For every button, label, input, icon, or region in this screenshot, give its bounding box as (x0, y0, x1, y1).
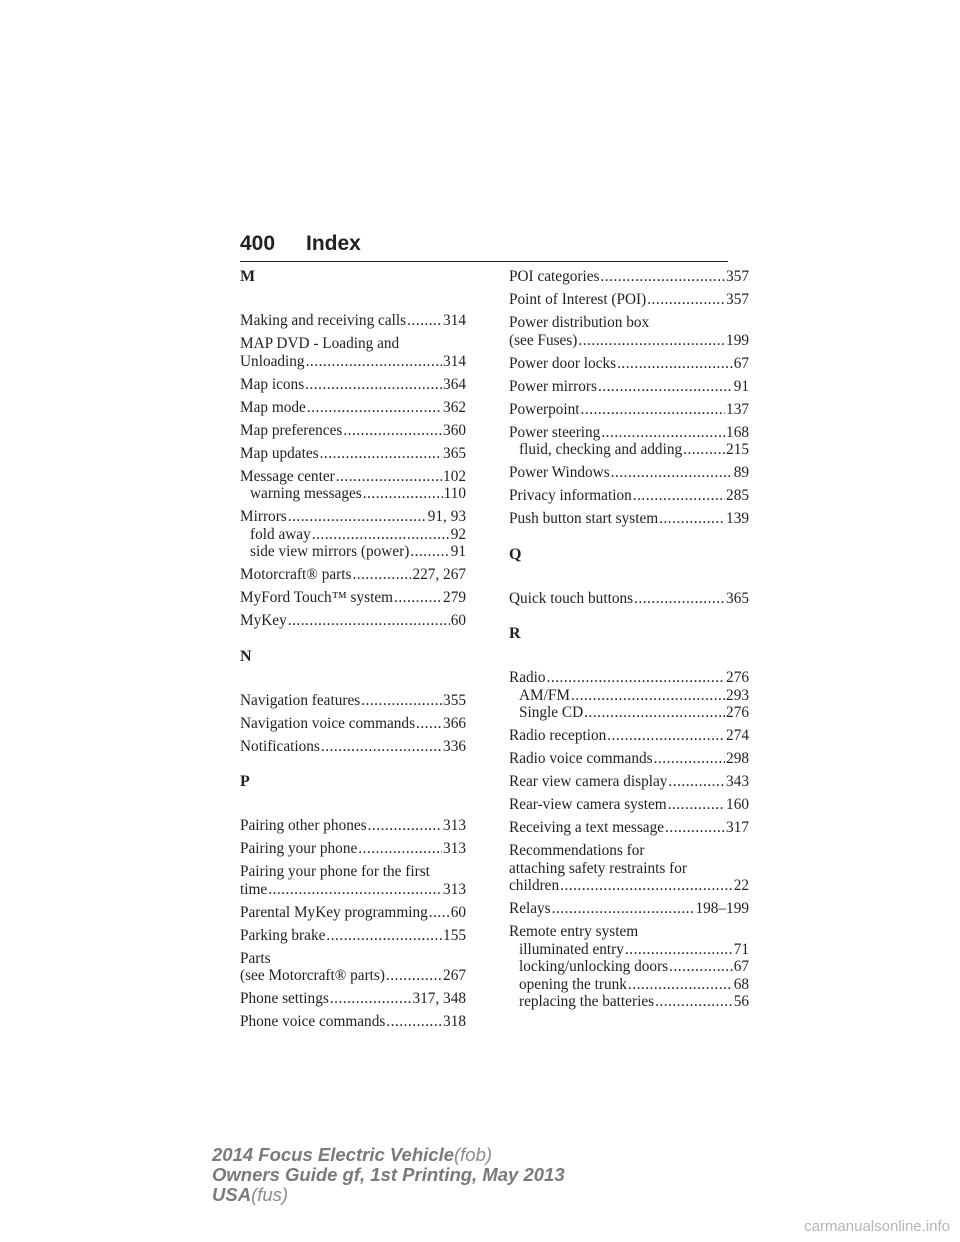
entry-page-number: 267 (443, 967, 466, 984)
index-entry-line (509, 923, 749, 941)
index-entry-line (240, 692, 466, 710)
entry-page-number: 199 (726, 331, 749, 349)
entry-text: Map icons (240, 375, 305, 393)
index-entry-line (509, 860, 749, 878)
index-entry-line (509, 424, 749, 442)
index-entry-line (240, 904, 466, 922)
index-entry-line (509, 464, 749, 482)
index-entry-line (509, 842, 749, 860)
index-subentry-line (509, 976, 749, 994)
index-entry-line (240, 738, 466, 756)
index-entry (240, 589, 466, 607)
index-entry (240, 715, 466, 733)
entry-page-number: 91 (733, 377, 749, 395)
entry-page-number: 343 (726, 773, 749, 790)
dot-leader (386, 1013, 442, 1031)
index-entry (509, 773, 749, 791)
index-entry-line (240, 468, 466, 486)
index-entry-line (240, 422, 466, 440)
dot-leader (584, 704, 725, 722)
index-entry-line (509, 314, 749, 332)
dot-leader (571, 687, 725, 705)
dot-leader (358, 840, 442, 858)
index-entry-line (509, 401, 749, 419)
entry-text: warning messages (250, 485, 362, 502)
index-entry-line (240, 445, 466, 463)
entry-text: Power steering (509, 423, 601, 441)
dot-leader (343, 422, 442, 440)
footer-vehicle-code: (fob) (454, 1144, 493, 1165)
index-subentry-line (509, 704, 749, 722)
dot-leader (668, 796, 725, 814)
dot-leader (668, 773, 725, 791)
entry-page-number: 60 (450, 903, 466, 921)
index-subentry-line (509, 441, 749, 459)
index-entry (240, 508, 466, 561)
entry-text: Receiving a text message (509, 819, 665, 836)
entry-page-number: 285 (726, 487, 749, 504)
index-entry-line (240, 399, 466, 417)
entry-text: illuminated entry (519, 940, 624, 958)
dot-leader (560, 877, 733, 895)
entry-text: fold away (250, 525, 311, 543)
dot-leader (547, 669, 726, 687)
index-entry-line (240, 863, 466, 881)
index-entry (240, 312, 466, 330)
dot-leader (607, 727, 725, 745)
entry-text: Power distribution box (509, 314, 650, 331)
dot-leader (552, 900, 695, 918)
index-entry-line (240, 950, 466, 968)
entry-text: Powerpoint (509, 400, 580, 418)
entry-text: Map updates (240, 444, 319, 462)
dot-leader (336, 468, 442, 486)
entry-text: Relays (509, 900, 551, 917)
entry-text: Radio reception (509, 727, 607, 744)
index-letter-heading: R (509, 625, 521, 642)
header-divider (240, 261, 728, 262)
entry-text: Power mirrors (509, 377, 597, 395)
index-entry (240, 399, 466, 417)
index-entry (509, 401, 749, 419)
footer-guide: Owners Guide gf, 1st Printing, May 2013 (212, 1164, 565, 1185)
entry-text: Power Windows (509, 464, 610, 481)
index-column-right (509, 268, 749, 1016)
entry-text: fluid, checking and adding (519, 441, 683, 458)
entry-page-number: 364 (443, 375, 466, 393)
entry-page-number: 276 (726, 704, 749, 721)
entry-text: attaching safety restraints for (509, 859, 687, 877)
index-entry (509, 750, 749, 768)
entry-text: POI categories (509, 268, 600, 285)
entry-page-number: 279 (443, 589, 466, 606)
index-subentry-line (509, 993, 749, 1011)
footer-market-code: (fus) (251, 1184, 289, 1205)
index-entry-line (240, 715, 466, 733)
dot-leader (601, 424, 725, 442)
index-entry (509, 796, 749, 814)
index-entry (509, 487, 749, 505)
index-letter-heading: P (240, 773, 250, 790)
dot-leader (634, 590, 725, 608)
dot-leader (407, 312, 442, 330)
entry-text: children (509, 877, 560, 894)
entry-page-number: 67 (733, 958, 749, 975)
entry-page-number: 110 (443, 485, 466, 502)
index-entry (509, 819, 749, 837)
dot-leader (386, 967, 442, 985)
index-entry (509, 464, 749, 482)
entry-page-number: 366 (443, 714, 466, 732)
entry-page-number: 365 (726, 589, 749, 607)
index-subentry-line (509, 687, 749, 705)
entry-text: Push button start system (509, 510, 659, 527)
entry-text: Single CD (519, 704, 584, 721)
index-letter-heading: Q (509, 545, 522, 563)
entry-text: Phone voice commands (240, 1013, 386, 1030)
index-entry-line (509, 819, 749, 837)
entry-text: Map preferences (240, 421, 343, 439)
index-entry (509, 727, 749, 745)
dot-leader (669, 958, 733, 976)
index-entry (240, 566, 466, 584)
index-entry-line (509, 510, 749, 528)
entry-page-number: 91, 93 (427, 508, 466, 525)
dot-leader (628, 976, 733, 994)
index-entry-line (509, 877, 749, 895)
entry-page-number: 355 (443, 691, 466, 709)
entry-page-number: 22 (733, 877, 749, 894)
entry-page-number: 365 (443, 444, 466, 462)
index-entry (509, 314, 749, 349)
entry-page-number: 160 (726, 796, 749, 813)
index-entry (240, 1013, 466, 1031)
entry-text: Pairing other phones (240, 817, 367, 834)
index-subentry-line (509, 958, 749, 976)
entry-text: locking/unlocking doors (519, 958, 669, 975)
index-entry (240, 468, 466, 503)
entry-page-number: 215 (726, 441, 749, 458)
index-entry-line (509, 750, 749, 768)
page-title: Index (306, 232, 361, 255)
entry-page-number: 155 (443, 926, 466, 944)
index-entry (240, 335, 466, 370)
dot-leader (312, 526, 450, 544)
index-entry (509, 268, 749, 286)
entry-text: Quick touch buttons (509, 589, 634, 607)
dot-leader (394, 589, 442, 607)
dot-leader (625, 941, 733, 959)
dot-leader (617, 355, 733, 373)
index-entry (240, 817, 466, 835)
entry-text: Making and receiving calls (240, 312, 407, 329)
entry-text: time (240, 880, 268, 898)
index-entry (240, 950, 466, 985)
dot-leader (305, 376, 442, 394)
index-entry (509, 355, 749, 373)
index-entry-line (509, 669, 749, 687)
entry-page-number: 313 (443, 817, 466, 834)
index-entry (240, 376, 466, 394)
index-entry-line (509, 590, 749, 608)
dot-leader (581, 401, 726, 419)
dot-leader (416, 715, 442, 733)
index-entry-line (240, 589, 466, 607)
dot-leader (665, 819, 725, 837)
entry-page-number: 227, 267 (412, 566, 466, 583)
entry-page-number: 318 (443, 1013, 466, 1030)
entry-text: side view mirrors (power) (250, 543, 410, 560)
index-entry-line (509, 291, 749, 309)
index-entry (509, 291, 749, 309)
entry-page-number: 314 (443, 312, 466, 329)
index-subentry-line (509, 941, 749, 959)
entry-page-number: 357 (726, 291, 749, 308)
index-entry-line (240, 1013, 466, 1031)
index-entry-line (509, 727, 749, 745)
index-entry-line (509, 900, 749, 918)
entry-page-number: 313 (443, 880, 466, 898)
entry-text: Rear view camera display (509, 773, 668, 790)
entry-page-number: 168 (726, 423, 749, 441)
index-entry (509, 842, 749, 895)
index-entry-line (240, 508, 466, 526)
dot-leader (288, 508, 427, 526)
entry-text: AM/FM (519, 686, 571, 704)
dot-leader (368, 817, 442, 835)
dot-leader (410, 543, 449, 561)
index-entry (240, 422, 466, 440)
index-entry (240, 612, 466, 630)
dot-leader (320, 445, 442, 463)
entry-page-number: 92 (450, 525, 466, 543)
entry-page-number: 314 (443, 352, 466, 370)
entry-page-number: 91 (450, 543, 466, 560)
index-entry (509, 590, 749, 608)
entry-text: Recommendations for (509, 842, 645, 859)
index-entry-line (509, 378, 749, 396)
entry-text: Radio voice commands (509, 750, 653, 767)
index-entry-line (240, 353, 466, 371)
dot-leader (611, 464, 733, 482)
entry-page-number: 313 (443, 840, 466, 857)
footer-line-3 (212, 1185, 565, 1205)
index-entry-line (240, 566, 466, 584)
dot-leader (363, 485, 443, 503)
index-entry-line (240, 927, 466, 945)
entry-page-number: 317, 348 (412, 990, 466, 1007)
dot-leader (654, 750, 725, 768)
dot-leader (268, 881, 442, 899)
entry-text: (see Fuses) (509, 331, 578, 349)
index-entry (509, 378, 749, 396)
entry-text: Map mode (240, 398, 306, 416)
index-entry (240, 904, 466, 922)
index-entry (240, 738, 466, 756)
dot-leader (321, 738, 442, 756)
dot-leader (647, 291, 725, 309)
index-entry (509, 669, 749, 722)
entry-page-number: 137 (726, 400, 749, 418)
entry-text: Rear-view camera system (509, 796, 667, 813)
index-entry (240, 840, 466, 858)
index-entry-line (509, 487, 749, 505)
dot-leader (655, 993, 733, 1011)
dot-leader (361, 692, 442, 710)
footer-line-1 (212, 1145, 565, 1165)
entry-page-number: 274 (726, 727, 749, 744)
entry-page-number: 362 (443, 398, 466, 416)
index-entry (240, 692, 466, 710)
entry-text: Remote entry system (509, 923, 639, 940)
index-entry-line (509, 355, 749, 373)
index-letter-heading: M (240, 268, 256, 285)
document-footer (212, 1145, 565, 1205)
entry-page-number: 293 (726, 686, 749, 704)
entry-text: (see Motorcraft® parts) (240, 967, 385, 984)
index-entry-line (240, 990, 466, 1008)
index-entry (509, 900, 749, 918)
index-entry-line (240, 312, 466, 330)
index-entry-line (240, 612, 466, 630)
dot-leader (330, 990, 412, 1008)
entry-page-number: 360 (443, 421, 466, 439)
entry-text: Parental MyKey programming (240, 903, 428, 921)
entry-text: Pairing your phone for the first (240, 863, 430, 880)
dot-leader (578, 332, 725, 350)
footer-line-2 (212, 1165, 565, 1185)
index-subentry-line (240, 543, 466, 561)
index-subentry-line (240, 526, 466, 544)
index-entry-line (240, 335, 466, 353)
dot-leader (288, 612, 450, 630)
dot-leader (429, 904, 450, 922)
index-entry (509, 424, 749, 459)
entry-page-number: 56 (733, 993, 749, 1010)
index-column-left (240, 268, 466, 1036)
entry-page-number: 317 (726, 819, 749, 836)
index-entry (240, 445, 466, 463)
entry-text: Motorcraft® parts (240, 566, 352, 583)
index-entry (240, 990, 466, 1008)
entry-page-number: 198–199 (695, 900, 749, 917)
index-entry-line (509, 332, 749, 350)
index-subentry-line (240, 485, 466, 503)
index-entry-line (509, 796, 749, 814)
index-entry-line (240, 881, 466, 899)
entry-page-number: 68 (733, 975, 749, 993)
entry-page-number: 357 (726, 268, 749, 285)
page-header (240, 232, 728, 258)
entry-text: Mirrors (240, 508, 287, 525)
index-entry-line (509, 268, 749, 286)
entry-text: Navigation voice commands (240, 714, 416, 732)
entry-text: Navigation features (240, 691, 361, 709)
index-entry-line (509, 773, 749, 791)
entry-text: MyFord Touch™ system (240, 589, 394, 606)
dot-leader (352, 566, 411, 584)
entry-text: Parts (240, 949, 271, 967)
entry-text: Parking brake (240, 926, 326, 944)
entry-text: Privacy information (509, 487, 632, 504)
index-entry (240, 927, 466, 945)
index-entry-line (240, 840, 466, 858)
entry-page-number: 298 (726, 750, 749, 767)
entry-page-number: 139 (726, 510, 749, 527)
footer-market: USA (212, 1184, 252, 1205)
dot-leader (598, 378, 733, 396)
dot-leader (306, 353, 442, 371)
index-entry (509, 510, 749, 528)
entry-text: Unloading (240, 352, 305, 370)
index-letter-heading: N (240, 647, 252, 665)
entry-page-number: 89 (733, 464, 749, 481)
dot-leader (307, 399, 442, 417)
watermark: carmanualsonline.info (804, 1218, 950, 1235)
entry-page-number: 102 (443, 467, 466, 485)
entry-page-number: 71 (733, 940, 749, 958)
entry-text: Notifications (240, 737, 320, 755)
entry-text: MyKey (240, 612, 287, 629)
entry-page-number: 276 (726, 669, 749, 686)
entry-text: Pairing your phone (240, 840, 358, 857)
entry-text: Power door locks (509, 354, 617, 372)
entry-page-number: 336 (443, 737, 466, 755)
dot-leader (633, 487, 725, 505)
entry-text: Radio (509, 669, 546, 686)
dot-leader (326, 927, 442, 945)
index-entry (509, 923, 749, 1011)
entry-text: Point of Interest (POI) (509, 291, 647, 308)
dot-leader (683, 441, 725, 459)
page-number: 400 (240, 232, 276, 255)
footer-vehicle: 2014 Focus Electric Vehicle (212, 1144, 454, 1165)
dot-leader (659, 510, 725, 528)
index-entry-line (240, 376, 466, 394)
index-entry-line (240, 817, 466, 835)
entry-text: opening the trunk (519, 975, 627, 993)
dot-leader (600, 268, 725, 286)
entry-text: Phone settings (240, 990, 329, 1007)
index-entry-line (240, 967, 466, 985)
entry-page-number: 67 (733, 354, 749, 372)
entry-text: Message center (240, 467, 335, 485)
entry-text: replacing the batteries (519, 993, 655, 1010)
entry-text: MAP DVD - Loading and (240, 335, 400, 352)
index-entry (240, 863, 466, 898)
entry-page-number: 60 (450, 612, 466, 629)
